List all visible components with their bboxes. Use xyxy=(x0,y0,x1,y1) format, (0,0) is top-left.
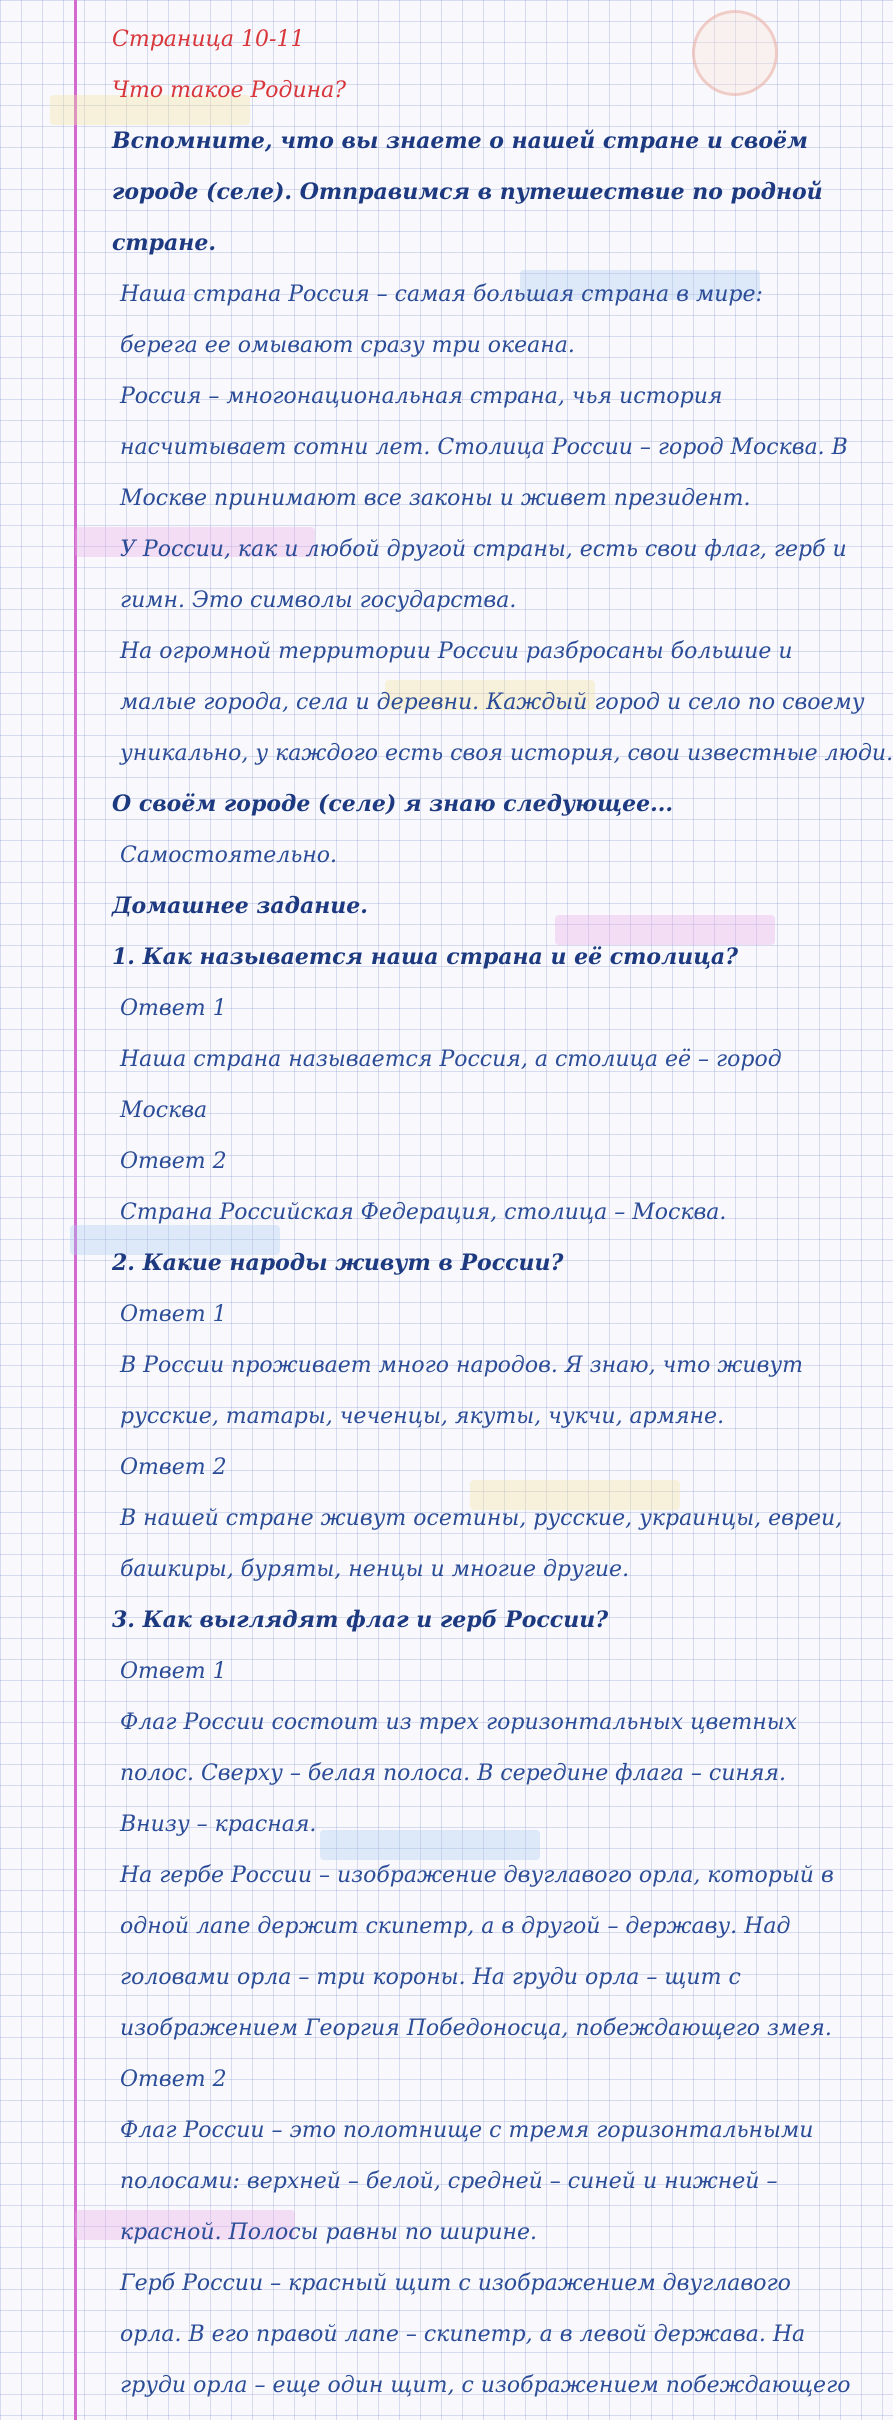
text-line: изображением Георгия Победоносца, побеждающего змея. xyxy=(120,2016,832,2041)
heading-line: Вспомните, что вы знаете о нашей стране и своём xyxy=(112,128,808,154)
text-line: В нашей стране живут осетины, русские, украинцы, евреи, xyxy=(120,1506,843,1531)
text-line: Внизу – красная. xyxy=(120,1812,317,1837)
heading-line: О своём городе (селе) я знаю следующее... xyxy=(112,791,674,817)
text-line: Ответ 1 xyxy=(120,1302,227,1327)
text-line: Ответ 1 xyxy=(120,996,227,1021)
text-line: Флаг России состоит из трех горизонтальных цветных xyxy=(120,1710,798,1735)
text-line: Россия – многонациональная страна, чья история xyxy=(120,384,723,409)
text-line: Герб России – красный щит с изображением двуглавого xyxy=(120,2271,791,2296)
text-line: Страна Российская Федерация, столица – Москва. xyxy=(120,1200,727,1225)
text-line: головами орла – три короны. На груди орла – щит с xyxy=(120,1965,741,1990)
text-line: красной. Полосы равны по ширине. xyxy=(120,2220,538,2245)
text-line: полосами: верхней – белой, средней – синей и нижней – xyxy=(120,2169,778,2194)
text-line: Самостоятельно. xyxy=(120,843,338,868)
text-line: русские, татары, чеченцы, якуты, чукчи, армяне. xyxy=(120,1404,725,1429)
text-line: Ответ 2 xyxy=(120,2067,227,2092)
heading-line: 1. Как называется наша страна и её столица? xyxy=(112,944,739,970)
notebook-page xyxy=(112,14,893,2411)
page-title-line: Страница 10-11 xyxy=(112,27,305,52)
text-line: полос. Сверху – белая полоса. В середине флага – синяя. xyxy=(120,1761,786,1786)
text-line: малые города, села и деревни. Каждый город и село по своему xyxy=(120,690,865,715)
text-line: Наша страна называется Россия, а столица её – город xyxy=(120,1047,782,1072)
heading-line: 2. Какие народы живут в России? xyxy=(112,1250,564,1276)
text-line: груди орла – еще один щит, с изображением побеждающего xyxy=(120,2373,851,2398)
text-line: Ответ 2 xyxy=(120,1149,227,1174)
page-title-line: Что такое Родина? xyxy=(112,78,347,103)
text-line: одной лапе держит скипетр, а в другой – державу. Над xyxy=(120,1914,791,1939)
text-line: Ответ 1 xyxy=(120,1659,227,1684)
heading-line: 3. Как выглядят флаг и герб России? xyxy=(112,1607,609,1633)
text-line: гимн. Это символы государства. xyxy=(120,588,517,613)
text-line: Наша страна Россия – самая большая страна в мире: xyxy=(120,282,763,307)
notebook-margin-line xyxy=(74,0,77,2420)
heading-line: стране. xyxy=(112,230,217,256)
heading-line: Домашнее задание. xyxy=(112,893,368,919)
text-line: На гербе России – изображение двуглавого орла, который в xyxy=(120,1863,834,1888)
text-line: Москва xyxy=(120,1098,208,1123)
heading-line: городе (селе). Отправимся в путешествие по родной xyxy=(112,179,823,205)
text-line: орла. В его правой лапе – скипетр, а в левой держава. На xyxy=(120,2322,806,2347)
text-line: Москве принимают все законы и живет президент. xyxy=(120,486,751,511)
text-line: башкиры, буряты, ненцы и многие другие. xyxy=(120,1557,630,1582)
text-line: На огромной территории России разбросаны большие и xyxy=(120,639,793,664)
text-line: Ответ 2 xyxy=(120,1455,227,1480)
text-line: У России, как и любой другой страны, есть свои флаг, герб и xyxy=(120,537,847,562)
text-line: насчитывает сотни лет. Столица России – город Москва. В xyxy=(120,435,848,460)
text-line: уникально, у каждого есть своя история, свои известные люди. xyxy=(120,741,893,766)
text-line: берега ее омывают сразу три океана. xyxy=(120,333,575,358)
text-line: В России проживает много народов. Я знаю, что живут xyxy=(120,1353,804,1378)
text-line: Флаг России – это полотнище с тремя горизонтальными xyxy=(120,2118,814,2143)
